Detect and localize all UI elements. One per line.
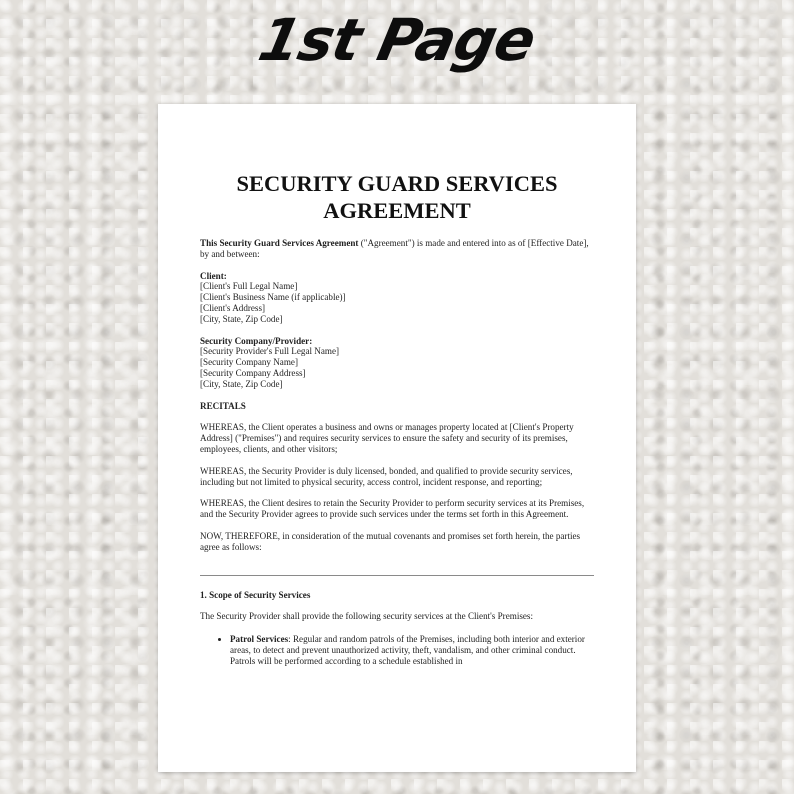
client-heading: Client:: [200, 270, 227, 281]
document-body: [158, 104, 636, 667]
client-line: [City, State, Zip Code]: [200, 313, 283, 324]
document-page: [158, 104, 636, 772]
document-title: SECURITY GUARD SERVICES AGREEMENT: [236, 171, 558, 223]
recitals-heading: RECITALS: [200, 400, 246, 411]
client-line: [Client's Full Legal Name]: [200, 281, 298, 292]
page-label-heading: 1st Page: [252, 6, 542, 74]
section-1-heading: 1. Scope of Security Services: [200, 589, 311, 600]
intro-text: ("Agreement") is made and entered into as of [Effective Date], by and between:: [200, 238, 589, 259]
provider-line: [City, State, Zip Code]: [200, 378, 283, 389]
intro-paragraph: [200, 238, 594, 260]
recital-paragraph: WHEREAS, the Client desires to retain the Security Provider to perform security services at its Premises, and the Security Provider agrees to provide such services under the terms set forth in this Agreement.: [200, 498, 585, 520]
provider-line: [Security Provider's Full Legal Name]: [200, 346, 340, 357]
bullet-label: Patrol Services: [230, 634, 289, 645]
provider-line: [Security Company Address]: [200, 367, 306, 378]
bullet-text: : Regular and random patrols of the Premises, including both interior and exterior areas, to detect and prevent unauthorized activity, theft, vandalism, and other criminal conduct. Patrols will be performed according to a schedule established in: [230, 634, 585, 666]
section-1-intro: The Security Provider shall provide the following security services at the Client's Premises:: [200, 611, 533, 622]
intro-bold: This Security Guard Services Agreement: [200, 238, 359, 248]
client-line: [Client's Business Name (if applicable)]: [200, 292, 346, 303]
provider-heading: Security Company/Provider:: [200, 335, 313, 346]
list-item: [230, 634, 594, 666]
recital-paragraph: WHEREAS, the Client operates a business and owns or manages property located at [Client's Property Address] ("Premises") and requires security services to ensure the safety and security of its premises, employees, clients, and other visitors;: [200, 422, 574, 454]
services-list: [200, 634, 594, 666]
section-divider: [200, 575, 594, 576]
recital-paragraph: WHEREAS, the Security Provider is duly licensed, bonded, and qualified to provide security services, including but not limited to physical security, access control, incident response, and reporting;: [200, 465, 573, 487]
provider-line: [Security Company Name]: [200, 357, 298, 368]
recital-paragraph: NOW, THEREFORE, in consideration of the mutual covenants and promises set forth herein, the parties agree as follows:: [200, 530, 581, 552]
client-line: [Client's Address]: [200, 302, 266, 313]
